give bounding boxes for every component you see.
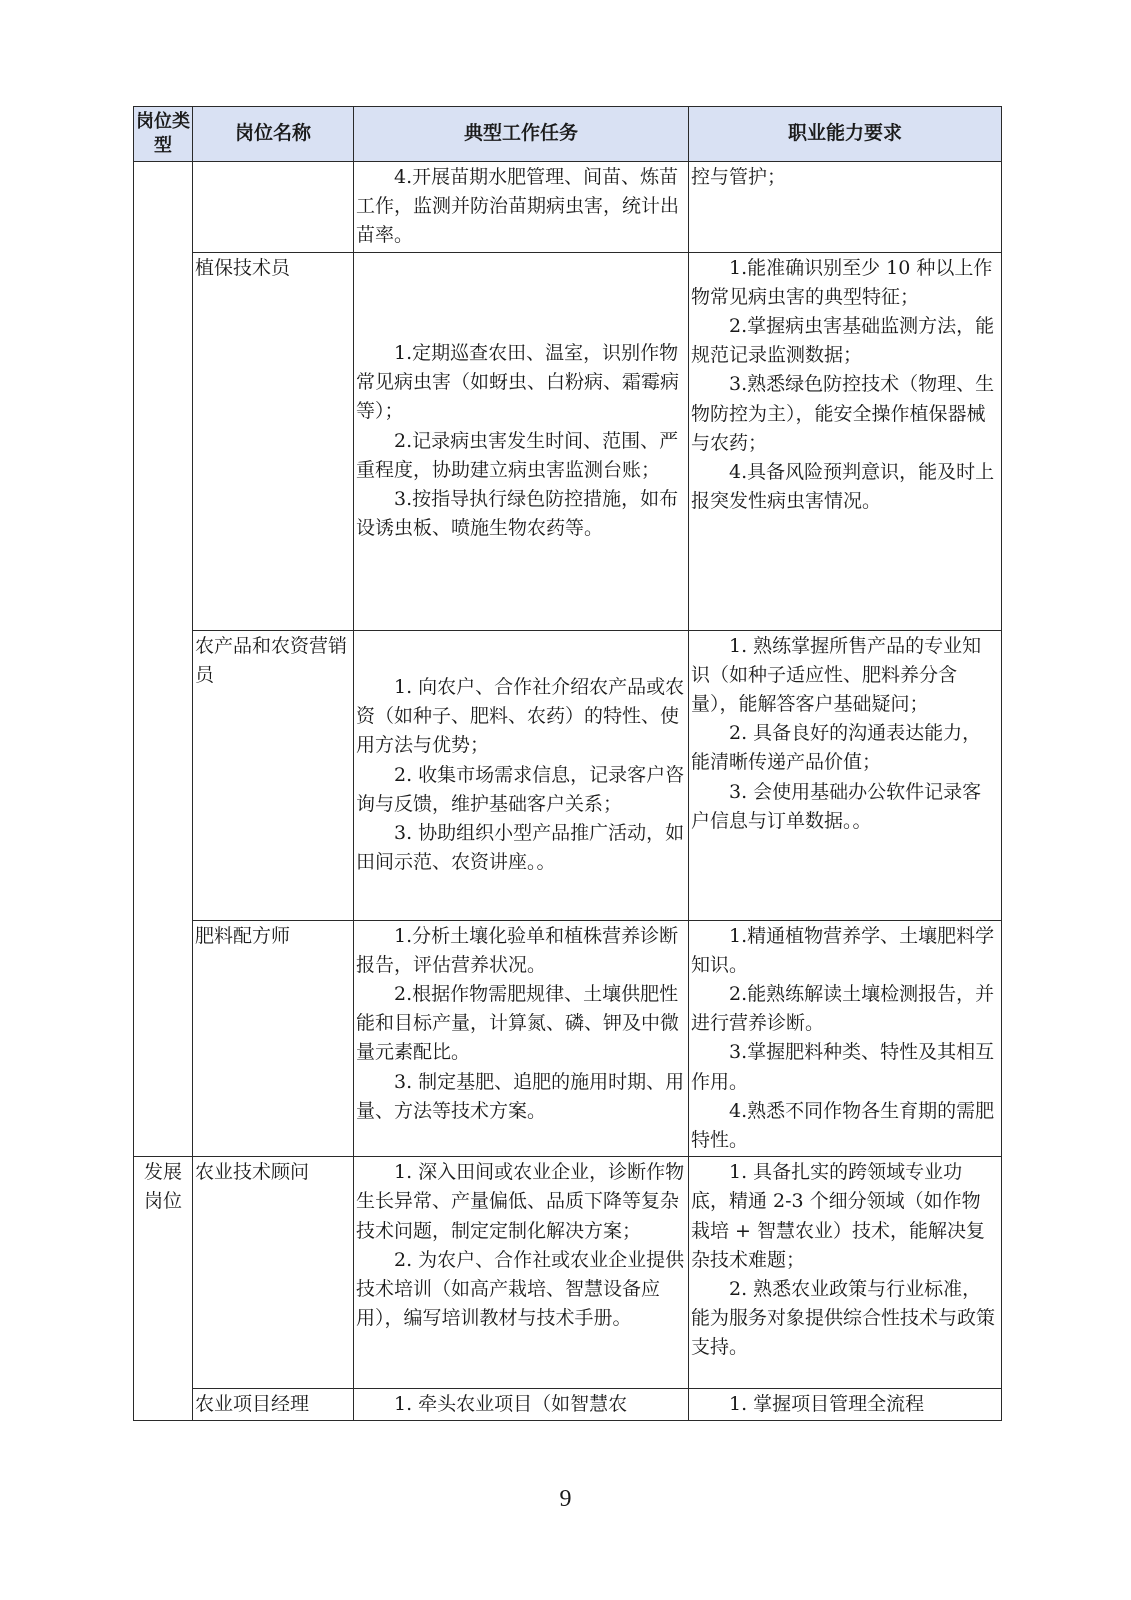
name-cell: 农业技术顾问	[193, 1157, 354, 1389]
ability-item: 3.掌握肥料种类、特性及其相互作用。	[691, 1041, 995, 1093]
table-row	[134, 1157, 1002, 1389]
tasks-cell	[354, 1389, 689, 1421]
ability-item: 3.熟悉绿色防控技术（物理、生物防控为主），能安全操作植保器械与农药；	[691, 373, 995, 454]
ability-item: 4.熟悉不同作物各生育期的需肥特性。	[691, 1099, 995, 1152]
abilities-cell	[689, 162, 1002, 253]
ability-item: 3. 会使用基础办公软件记录客户信息与订单数据。。	[691, 780, 982, 832]
task-item: 1. 向农户、合作社介绍农产品或农资（如种子、肥料、农药）的特性、使用方法与优势；	[356, 675, 685, 757]
table-row	[134, 252, 1002, 630]
abilities-cell	[689, 252, 1002, 630]
name-cell	[193, 162, 354, 253]
name-cell: 农业项目经理	[193, 1389, 354, 1421]
abilities-cell	[689, 1389, 1002, 1421]
type-cell	[134, 162, 193, 1157]
task-item: 2. 收集市场需求信息，记录客户咨询与反馈，维护基础客户关系；	[356, 763, 685, 815]
table-header-row	[134, 107, 1002, 162]
ability-item: 1.能准确识别至少 10 种以上作物常见病虫害的典型特征；	[691, 256, 993, 308]
ability-item: 1.精通植物营养学、土壤肥料学知识。	[691, 924, 995, 976]
task-item: 3.按指导执行绿色防控措施，如布设诱虫板、喷施生物农药等。	[356, 487, 679, 540]
header-type: 岗位类型	[134, 107, 193, 162]
name-cell: 肥料配方师	[193, 920, 354, 1157]
table-row	[134, 162, 1002, 253]
table-row	[134, 1389, 1002, 1421]
tasks-cell	[354, 252, 689, 630]
tasks-cell	[354, 630, 689, 920]
header-abilities: 职业能力要求	[689, 107, 1002, 162]
abilities-cell	[689, 920, 1002, 1157]
task-item: 1. 深入田间或农业企业，诊断作物生长异常、产量偏低、品质下降等复杂技术问题，制定定制化解决方案；	[356, 1161, 685, 1242]
job-table	[133, 106, 1002, 1421]
task-item: 1.分析土壤化验单和植株营养诊断报告，评估营养状况。	[356, 924, 679, 976]
header-tasks: 典型工作任务	[354, 107, 689, 162]
ability-item: 1. 掌握项目管理全流程	[729, 1393, 925, 1416]
name-cell: 农产品和农资营销员	[193, 630, 354, 920]
task-item: 2.记录病虫害发生时间、范围、严重程度，协助建立病虫害监测台账；	[356, 429, 679, 481]
tasks-cell	[354, 162, 689, 253]
table-row	[134, 630, 1002, 920]
task-item: 3. 制定基肥、追肥的施用时期、用量、方法等技术方案。	[356, 1070, 685, 1122]
type-cell: 发展岗位	[134, 1157, 193, 1421]
ability-item: 1. 具备扎实的跨领域专业功底，精通 2-3 个细分领域（如作物栽培 + 智慧农业）技术，能解决复杂技术难题；	[691, 1161, 985, 1271]
page-number: 9	[559, 1486, 572, 1512]
name-cell: 植保技术员	[193, 252, 354, 630]
tasks-cell	[354, 1157, 689, 1389]
ability-item: 2. 具备良好的沟通表达能力，能清晰传递产品价值；	[691, 722, 982, 774]
ability-item: 1. 熟练掌握所售产品的专业知识（如种子适应性、肥料养分含量），能解答客户基础疑问；	[691, 634, 982, 716]
ability-item: 2. 熟悉农业政策与行业标准，能为服务对象提供综合性技术与政策支持。	[691, 1278, 996, 1359]
ability-item: 4.具备风险预判意识，能及时上报突发性病虫害情况。	[691, 461, 995, 513]
tasks-cell	[354, 920, 689, 1157]
table-row	[134, 920, 1002, 1157]
task-item: 3. 协助组织小型产品推广活动，如田间示范、农资讲座。。	[356, 821, 685, 874]
header-name: 岗位名称	[193, 107, 354, 162]
ability-item: 控与管护；	[691, 166, 787, 188]
task-item: 2. 为农户、合作社或农业企业提供技术培训（如高产栽培、智慧设备应用），编写培训教材与技术手册。	[356, 1248, 685, 1330]
task-item: 4.开展苗期水肥管理、间苗、炼苗工作，监测并防治苗期病虫害，统计出苗率。	[356, 166, 680, 247]
task-item: 1. 牵头农业项目（如智慧农	[394, 1393, 628, 1416]
ability-item: 2.能熟练解读土壤检测报告，并进行营养诊断。	[691, 983, 995, 1035]
ability-item: 2.掌握病虫害基础监测方法，能规范记录监测数据；	[691, 315, 995, 367]
abilities-cell	[689, 1157, 1002, 1389]
task-item: 1.定期巡查农田、温室，识别作物常见病虫害（如蚜虫、白粉病、霜霉病等）；	[356, 341, 680, 423]
task-item: 2.根据作物需肥规律、土壤供肥性能和目标产量，计算氮、磷、钾及中微量元素配比。	[356, 983, 680, 1064]
abilities-cell	[689, 630, 1002, 920]
